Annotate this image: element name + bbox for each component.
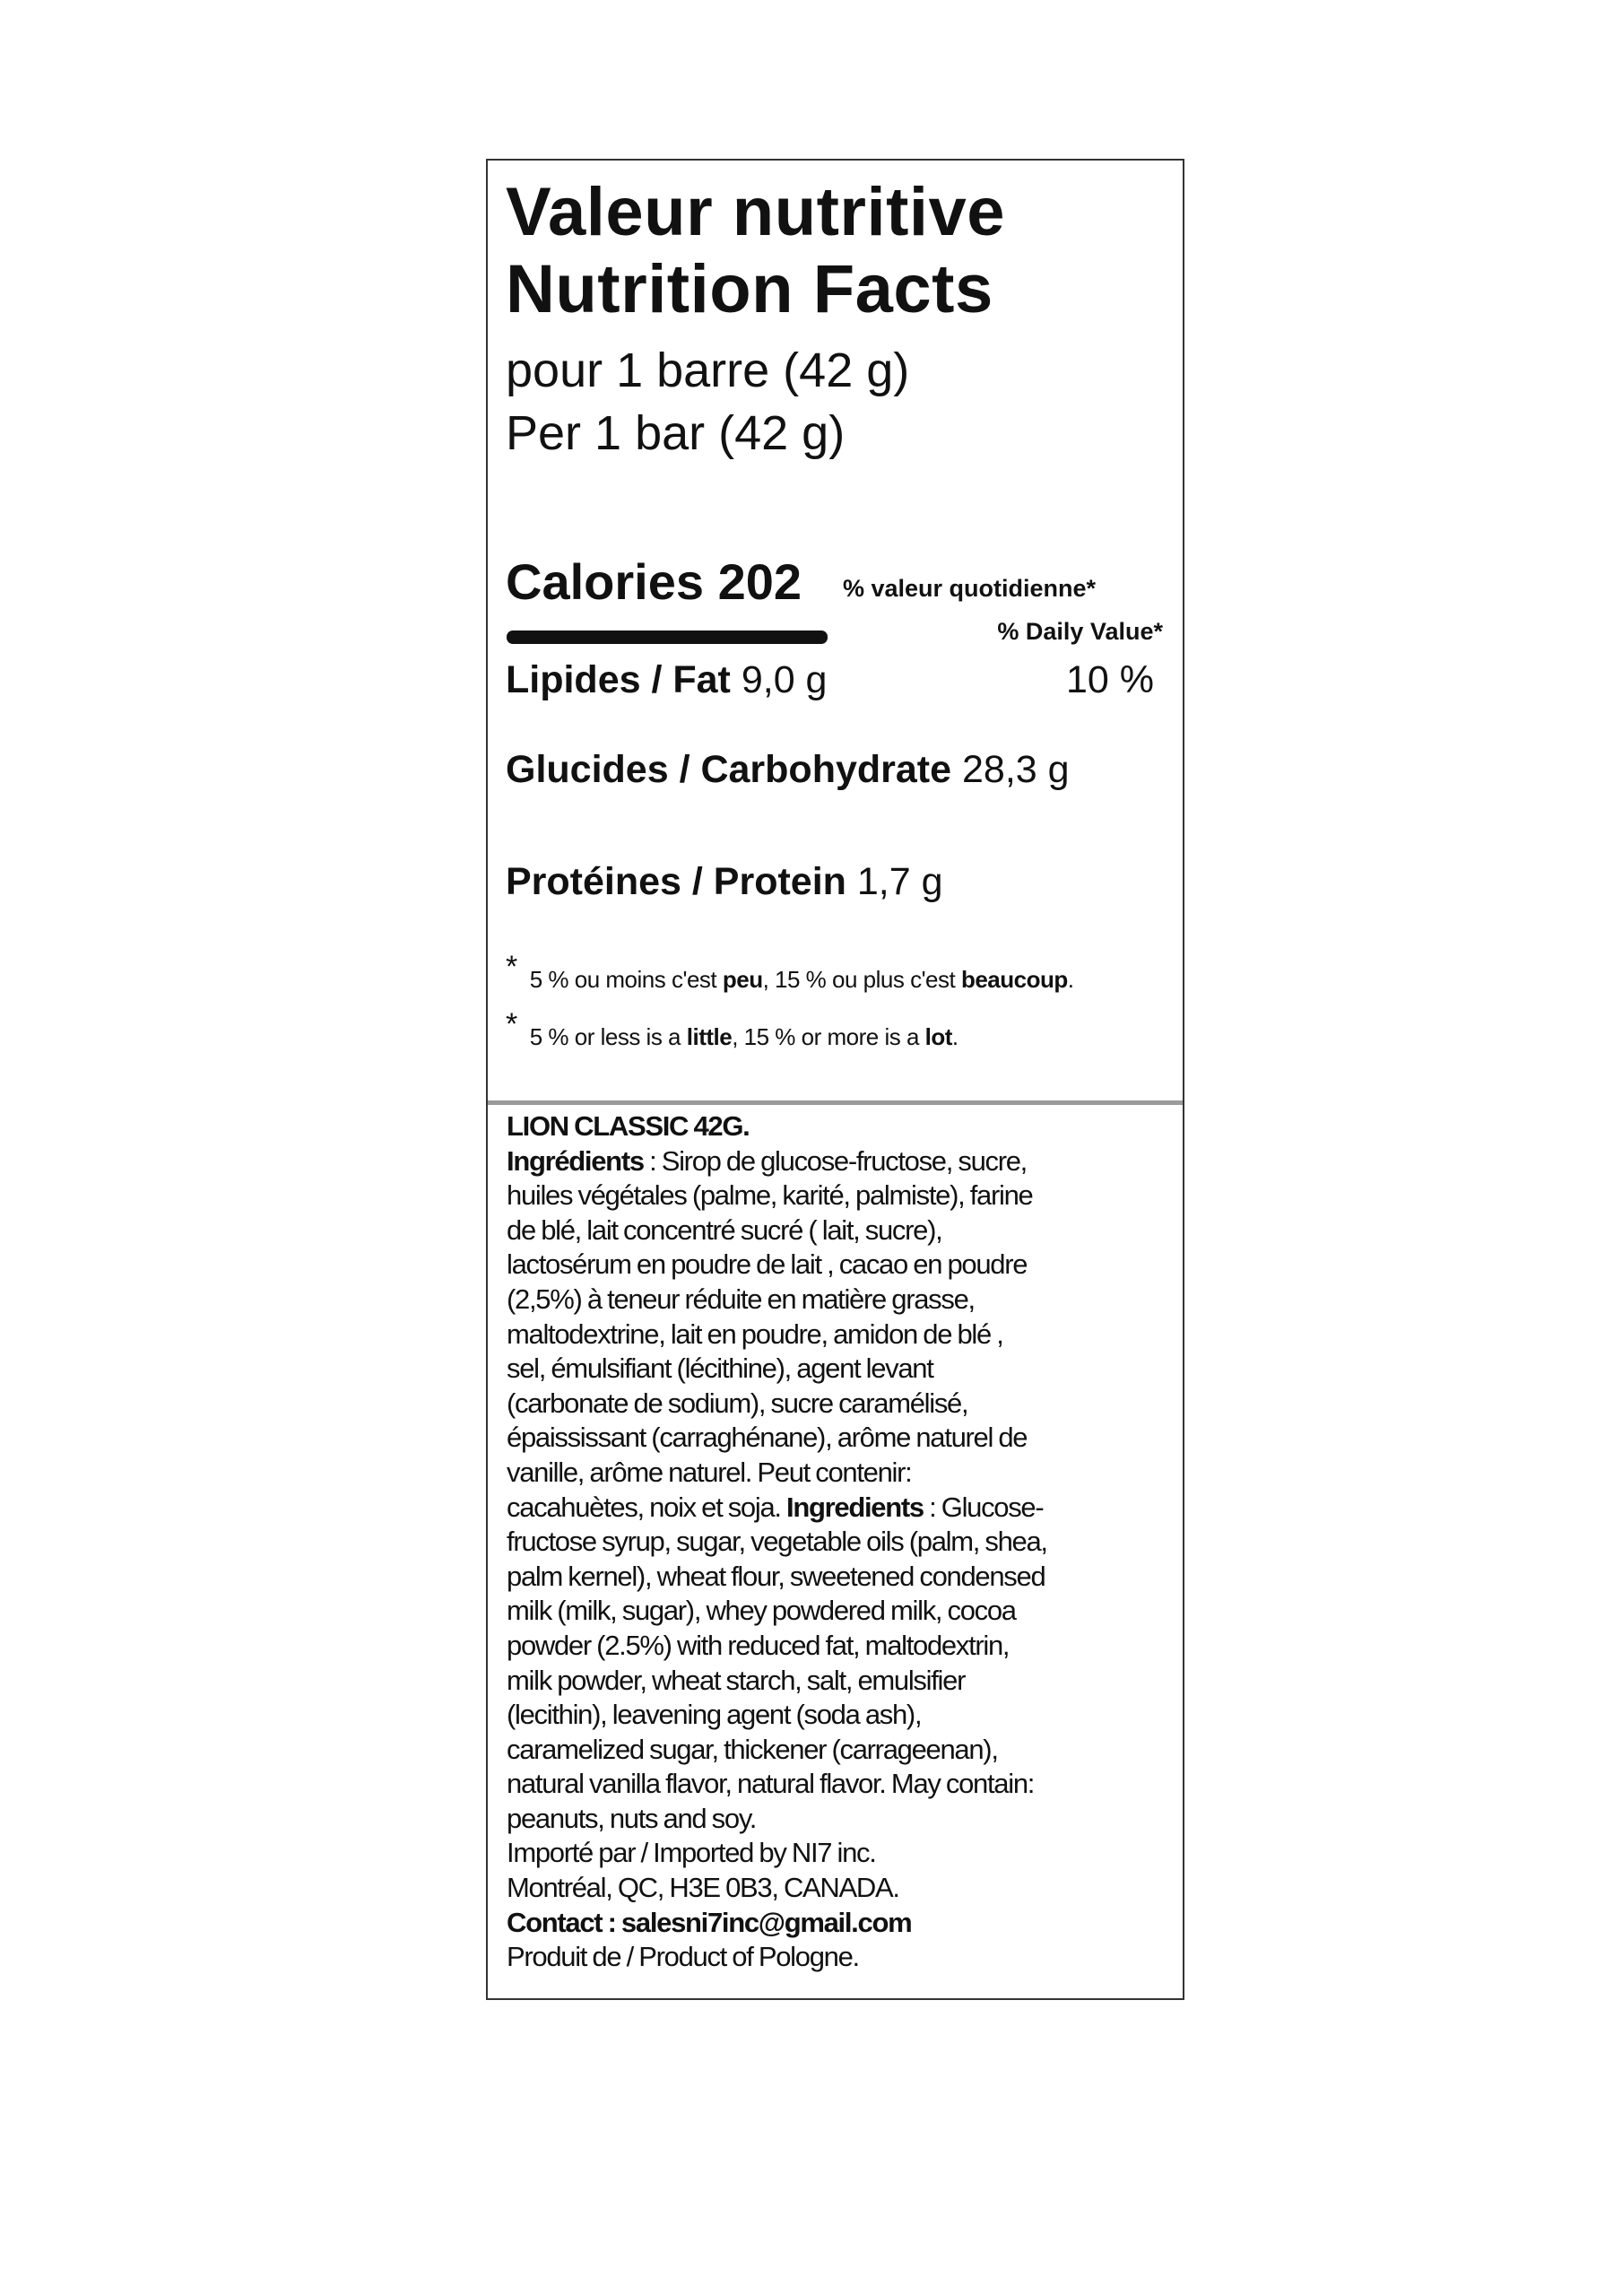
title-en: Nutrition Facts	[506, 251, 993, 327]
ingredients-line: fructose syrup, sugar, vegetable oils (palm, shea,	[507, 1526, 1047, 1558]
ingredients-label-en: Ingredients	[786, 1491, 924, 1523]
ingredients-line: natural vanilla flavor, natural flavor. May contain:	[507, 1768, 1035, 1800]
title-fr: Valeur nutritive	[506, 174, 1006, 250]
contact-line	[507, 1906, 1175, 1941]
footnote-fr	[506, 950, 1074, 996]
ingredients-line: huiles végétales (palme, karité, palmiste), farine	[507, 1179, 1033, 1212]
footnote-en-end: .	[951, 1023, 958, 1050]
ingredients-line: (2,5%) à teneur réduite en matière grasse,	[507, 1283, 975, 1315]
importer-address: Montréal, QC, H3E 0B3, CANADA.	[507, 1872, 899, 1904]
footnote-en-little: little	[686, 1023, 733, 1050]
daily-value-header-en: % Daily Value*	[997, 618, 1163, 645]
footnote-en-lot: lot	[924, 1023, 952, 1050]
ingredients-line	[507, 1144, 1175, 1179]
ingredients-line: vanille, arôme naturel. Peut contenir:	[507, 1456, 912, 1488]
ingredients-line: caramelized sugar, thickener (carrageenan),	[507, 1733, 998, 1765]
ingredients-text: cacahuètes, noix et soja.	[507, 1491, 787, 1523]
nutrition-facts-panel	[488, 161, 1183, 1100]
protein-label: Protéines / Protein	[506, 860, 846, 903]
ingredients-line	[507, 1491, 1175, 1526]
ingredients-text: : Glucose-	[923, 1491, 1044, 1523]
footnote-en-text: 5 % or less is a	[529, 1023, 687, 1050]
footnote-fr-text-2: , 15 % ou plus c'est	[762, 966, 961, 993]
carbohydrate-label: Glucides / Carbohydrate	[506, 748, 952, 791]
footnote-fr-text: 5 % ou moins c'est	[529, 966, 723, 993]
protein-amount: 1,7 g	[856, 860, 943, 903]
footnote-en-text-2: , 15 % or more is a	[732, 1023, 925, 1050]
ingredients-text: : Sirop de glucose-fructose, sucre,	[643, 1144, 1027, 1177]
footnote-asterisk: *	[506, 1007, 517, 1041]
fat-daily-value: 10 %	[1065, 658, 1154, 701]
fat-label: Lipides / Fat	[506, 658, 731, 701]
serving-size-fr: pour 1 barre (42 g)	[506, 344, 910, 397]
ingredients-line: sel, émulsifiant (lécithine), agent levant	[507, 1352, 933, 1385]
calories-row	[506, 552, 802, 611]
footnote-asterisk: *	[506, 950, 517, 984]
nutrition-label	[486, 159, 1184, 2000]
carbohydrate-row	[506, 748, 1070, 792]
daily-value-header-fr: % valeur quotidienne*	[843, 575, 1097, 602]
footnote-fr-little: peu	[722, 966, 763, 993]
ingredients-line: milk powder, wheat starch, salt, emulsifier	[507, 1664, 966, 1696]
calories-label: Calories	[506, 553, 704, 610]
ingredients-line: peanuts, nuts and soy.	[507, 1802, 757, 1834]
ingredients-panel	[507, 1109, 1175, 1975]
ingredients-line: maltodextrine, lait en poudre, amidon de blé ,	[507, 1318, 1003, 1350]
ingredients-line: milk (milk, sugar), whey powdered milk, cocoa	[507, 1595, 1016, 1627]
footnote-fr-end: .	[1067, 966, 1074, 993]
contact-email: Contact : salesni7inc@gmail.com	[507, 1906, 912, 1938]
product-name	[507, 1109, 1175, 1144]
fat-row	[506, 658, 827, 702]
ingredients-line: épaississant (carraghénane), arôme naturel de	[507, 1422, 1028, 1454]
product-name-text: LION CLASSIC 42G.	[507, 1110, 750, 1142]
calories-value: 202	[717, 553, 802, 610]
section-divider	[488, 1100, 1183, 1105]
carbohydrate-amount: 28,3 g	[961, 748, 1070, 791]
ingredients-line: powder (2.5%) with reduced fat, maltodextrin,	[507, 1629, 1010, 1661]
footnote-en	[506, 1007, 958, 1053]
ingredients-line: (carbonate de sodium), sucre caramélisé,	[507, 1387, 968, 1419]
protein-row	[506, 860, 943, 904]
ingredients-line: palm kernel), wheat flour, sweetened condensed	[507, 1560, 1045, 1592]
footnote-fr-lot: beaucoup	[960, 966, 1068, 993]
ingredients-line: lactosérum en poudre de lait , cacao en poudre	[507, 1248, 1028, 1281]
ingredients-label-fr: Ingrédients	[507, 1144, 644, 1177]
importer-line: Importé par / Imported by NI7 inc.	[507, 1837, 876, 1869]
fat-amount: 9,0 g	[741, 658, 828, 701]
ingredients-line: de blé, lait concentré sucré ( lait, sucre),	[507, 1213, 942, 1246]
serving-size-en: Per 1 bar (42 g)	[506, 406, 846, 460]
origin-line: Produit de / Product of Pologne.	[507, 1941, 859, 1973]
calories-divider	[507, 631, 828, 644]
ingredients-line: (lecithin), leavening agent (soda ash),	[507, 1699, 922, 1731]
